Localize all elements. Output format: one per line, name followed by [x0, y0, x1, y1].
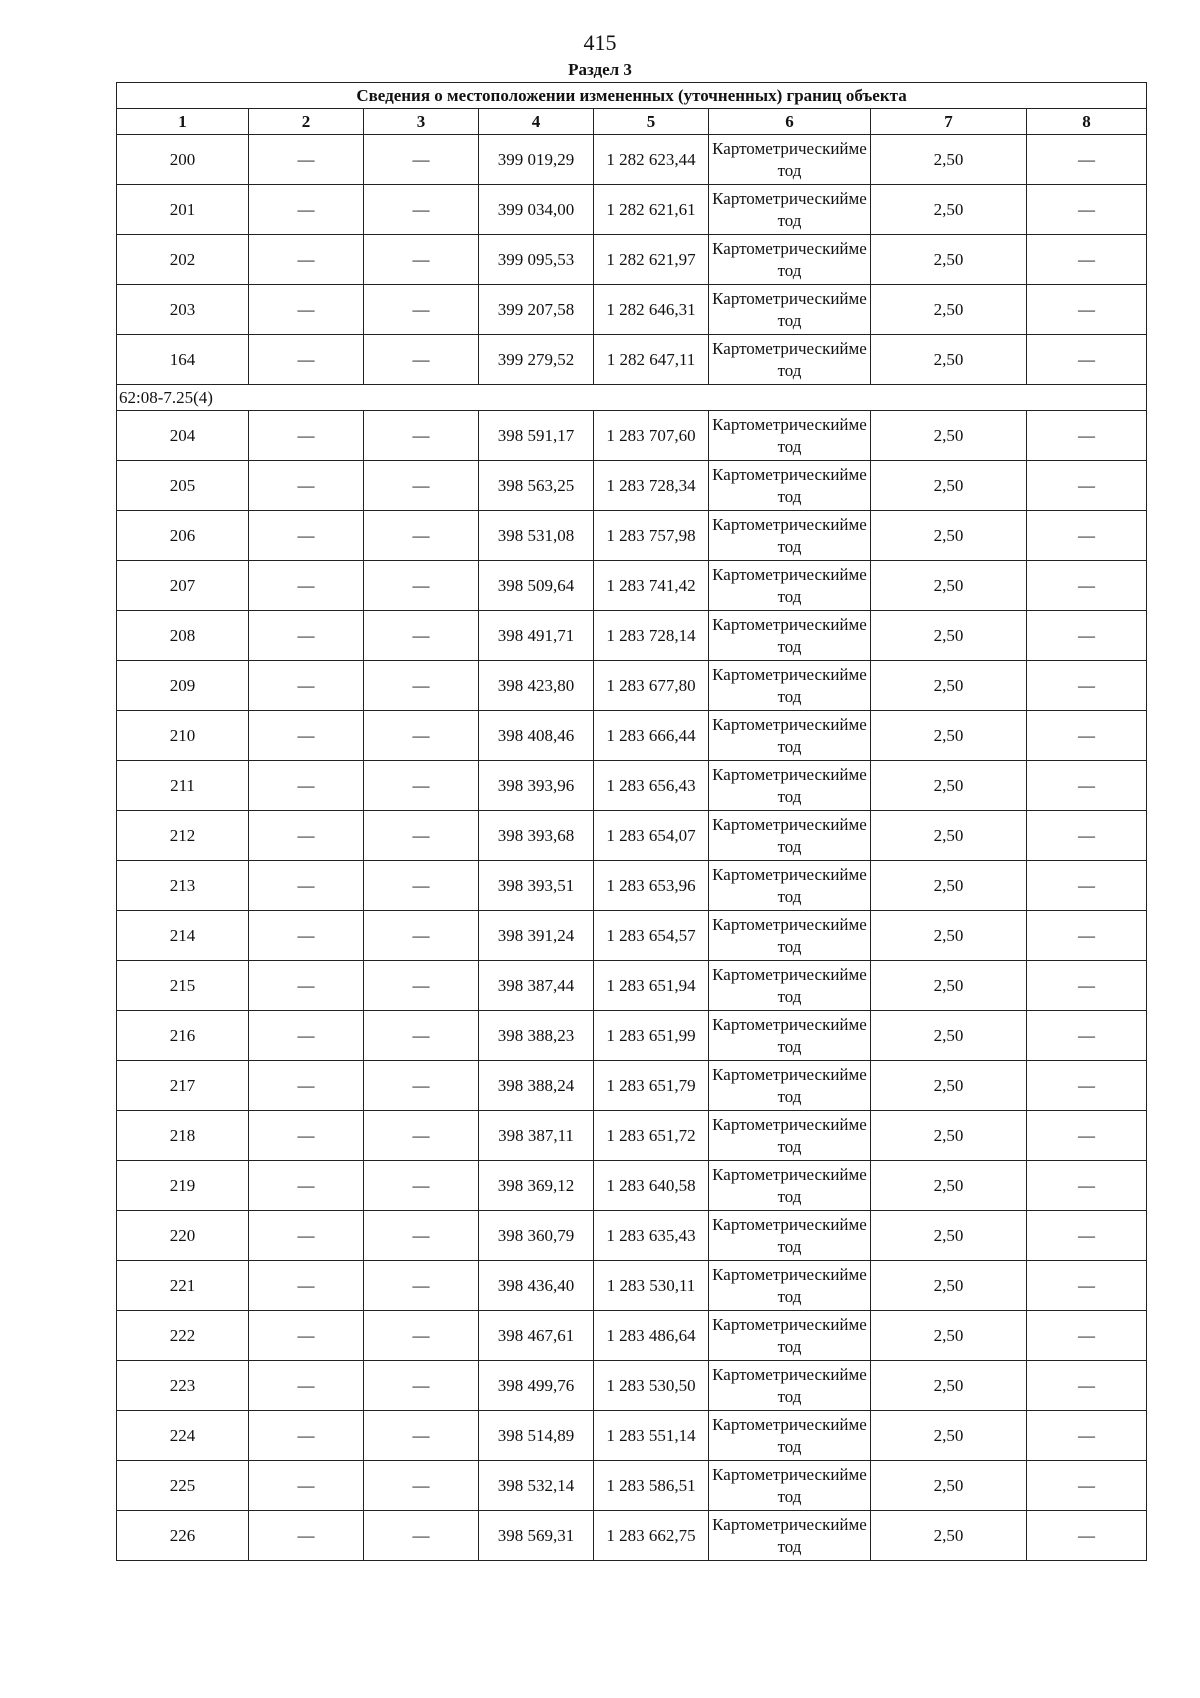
cell-point-number: 210: [117, 711, 249, 761]
cell-point-number: 205: [117, 461, 249, 511]
cell-col-2: —: [249, 1511, 364, 1561]
cell-col-3: —: [364, 1511, 479, 1561]
cell-accuracy: 2,50: [871, 1161, 1027, 1211]
table-row: [117, 761, 1147, 811]
table-body: [117, 135, 1147, 1561]
cell-col-3: —: [364, 711, 479, 761]
cell-col-2: —: [249, 761, 364, 811]
cell-accuracy: 2,50: [871, 961, 1027, 1011]
group-label-row: [117, 385, 1147, 411]
cell-accuracy: 2,50: [871, 1311, 1027, 1361]
cell-col-8: —: [1027, 185, 1147, 235]
cell-accuracy: 2,50: [871, 811, 1027, 861]
cell-coord-y: 1 283 651,99: [594, 1011, 709, 1061]
cell-col-8: —: [1027, 461, 1147, 511]
table-row: [117, 511, 1147, 561]
table-row: [117, 1111, 1147, 1161]
cell-point-number: 201: [117, 185, 249, 235]
table-row: [117, 1211, 1147, 1261]
cell-col-2: —: [249, 461, 364, 511]
page-number: 415: [583, 30, 617, 55]
cell-accuracy: 2,50: [871, 911, 1027, 961]
cell-coord-x: 398 499,76: [479, 1361, 594, 1411]
cell-method: Картометрическийметод: [709, 185, 871, 235]
cell-accuracy: 2,50: [871, 1111, 1027, 1161]
column-header: 4: [479, 109, 594, 135]
cell-accuracy: 2,50: [871, 611, 1027, 661]
cell-method: Картометрическийметод: [709, 335, 871, 385]
cell-coord-x: 398 391,24: [479, 911, 594, 961]
cell-coord-y: 1 283 656,43: [594, 761, 709, 811]
cell-col-2: —: [249, 911, 364, 961]
cell-col-3: —: [364, 185, 479, 235]
table-row: [117, 235, 1147, 285]
cell-point-number: 220: [117, 1211, 249, 1261]
cell-point-number: 215: [117, 961, 249, 1011]
cell-coord-y: 1 283 651,72: [594, 1111, 709, 1161]
cell-accuracy: 2,50: [871, 1411, 1027, 1461]
cell-coord-y: 1 283 662,75: [594, 1511, 709, 1561]
cell-method: Картометрическийметод: [709, 1011, 871, 1061]
cell-coord-x: 399 095,53: [479, 235, 594, 285]
column-header: 7: [871, 109, 1027, 135]
table-row: [117, 661, 1147, 711]
cell-col-8: —: [1027, 511, 1147, 561]
cell-col-3: —: [364, 1161, 479, 1211]
cell-coord-x: 398 569,31: [479, 1511, 594, 1561]
cell-col-8: —: [1027, 761, 1147, 811]
cell-accuracy: 2,50: [871, 1261, 1027, 1311]
cell-col-3: —: [364, 1361, 479, 1411]
cell-coord-x: 398 393,96: [479, 761, 594, 811]
cell-coord-y: 1 283 707,60: [594, 411, 709, 461]
cell-coord-y: 1 282 647,11: [594, 335, 709, 385]
cell-col-8: —: [1027, 1061, 1147, 1111]
cell-method: Картометрическийметод: [709, 1061, 871, 1111]
cell-col-8: —: [1027, 1511, 1147, 1561]
cell-col-3: —: [364, 235, 479, 285]
cell-col-2: —: [249, 1111, 364, 1161]
cell-col-2: —: [249, 861, 364, 911]
coordinates-table: [116, 82, 1147, 1561]
cell-col-8: —: [1027, 1211, 1147, 1261]
table-row: [117, 811, 1147, 861]
cell-method: Картометрическийметод: [709, 861, 871, 911]
cell-col-2: —: [249, 1061, 364, 1111]
cell-col-2: —: [249, 511, 364, 561]
cell-coord-y: 1 283 486,64: [594, 1311, 709, 1361]
table-row: [117, 1361, 1147, 1411]
cell-col-3: —: [364, 135, 479, 185]
cell-col-2: —: [249, 411, 364, 461]
cell-col-8: —: [1027, 1361, 1147, 1411]
column-header: 6: [709, 109, 871, 135]
cell-col-8: —: [1027, 1261, 1147, 1311]
table-row: [117, 285, 1147, 335]
column-header: 3: [364, 109, 479, 135]
cell-col-2: —: [249, 711, 364, 761]
cell-method: Картометрическийметод: [709, 461, 871, 511]
cell-method: Картометрическийметод: [709, 235, 871, 285]
cell-col-2: —: [249, 1211, 364, 1261]
cell-coord-x: 398 532,14: [479, 1461, 594, 1511]
table-row: [117, 561, 1147, 611]
cell-coord-y: 1 283 551,14: [594, 1411, 709, 1461]
cell-point-number: 226: [117, 1511, 249, 1561]
cell-point-number: 217: [117, 1061, 249, 1111]
cell-coord-x: 398 393,68: [479, 811, 594, 861]
cell-coord-y: 1 282 646,31: [594, 285, 709, 335]
cell-coord-y: 1 283 654,07: [594, 811, 709, 861]
table-row: [117, 185, 1147, 235]
cell-col-3: —: [364, 1111, 479, 1161]
cell-col-8: —: [1027, 961, 1147, 1011]
cell-col-3: —: [364, 761, 479, 811]
cell-coord-y: 1 283 635,43: [594, 1211, 709, 1261]
cell-col-3: —: [364, 461, 479, 511]
cell-point-number: 218: [117, 1111, 249, 1161]
cell-col-8: —: [1027, 135, 1147, 185]
cell-point-number: 223: [117, 1361, 249, 1411]
cell-col-8: —: [1027, 711, 1147, 761]
cell-coord-y: 1 283 640,58: [594, 1161, 709, 1211]
cell-col-2: —: [249, 961, 364, 1011]
cell-coord-y: 1 283 757,98: [594, 511, 709, 561]
cell-coord-x: 398 369,12: [479, 1161, 594, 1211]
cell-method: Картометрическийметод: [709, 135, 871, 185]
cell-point-number: 164: [117, 335, 249, 385]
cell-col-2: —: [249, 1261, 364, 1311]
cell-accuracy: 2,50: [871, 1461, 1027, 1511]
cell-col-3: —: [364, 861, 479, 911]
cell-col-3: —: [364, 1411, 479, 1461]
cell-col-3: —: [364, 1061, 479, 1111]
cell-method: Картометрическийметод: [709, 411, 871, 461]
cell-accuracy: 2,50: [871, 511, 1027, 561]
table-row: [117, 1061, 1147, 1111]
cell-coord-x: 398 393,51: [479, 861, 594, 911]
cell-col-3: —: [364, 1011, 479, 1061]
column-header-row: [117, 109, 1147, 135]
cell-accuracy: 2,50: [871, 285, 1027, 335]
cell-point-number: 221: [117, 1261, 249, 1311]
cell-coord-x: 398 387,44: [479, 961, 594, 1011]
table-row: [117, 1411, 1147, 1461]
cell-col-3: —: [364, 1211, 479, 1261]
cell-accuracy: 2,50: [871, 235, 1027, 285]
cell-col-3: —: [364, 961, 479, 1011]
cell-point-number: 206: [117, 511, 249, 561]
cell-col-3: —: [364, 1311, 479, 1361]
cell-method: Картометрическийметод: [709, 1261, 871, 1311]
cell-col-2: —: [249, 1161, 364, 1211]
cell-coord-x: 398 509,64: [479, 561, 594, 611]
cell-point-number: 202: [117, 235, 249, 285]
table-row: [117, 1011, 1147, 1061]
cell-point-number: 213: [117, 861, 249, 911]
cell-coord-y: 1 283 651,94: [594, 961, 709, 1011]
cell-col-2: —: [249, 1461, 364, 1511]
cell-coord-x: 398 360,79: [479, 1211, 594, 1261]
cell-col-2: —: [249, 135, 364, 185]
cell-accuracy: 2,50: [871, 561, 1027, 611]
cell-coord-x: 398 388,23: [479, 1011, 594, 1061]
table-caption: Сведения о местоположении измененных (уточненных) границ объекта: [117, 83, 1147, 109]
cell-coord-x: 398 467,61: [479, 1311, 594, 1361]
cell-method: Картометрическийметод: [709, 1211, 871, 1261]
cell-accuracy: 2,50: [871, 1361, 1027, 1411]
cell-accuracy: 2,50: [871, 461, 1027, 511]
column-header: 5: [594, 109, 709, 135]
cell-accuracy: 2,50: [871, 1511, 1027, 1561]
cell-accuracy: 2,50: [871, 135, 1027, 185]
cell-method: Картометрическийметод: [709, 711, 871, 761]
cell-col-2: —: [249, 611, 364, 661]
cell-col-8: —: [1027, 1411, 1147, 1461]
cell-coord-y: 1 283 653,96: [594, 861, 709, 911]
cell-col-8: —: [1027, 411, 1147, 461]
table-row: [117, 335, 1147, 385]
cell-point-number: 219: [117, 1161, 249, 1211]
group-label: 62:08-7.25(4): [117, 385, 1147, 411]
table-row: [117, 861, 1147, 911]
cell-col-8: —: [1027, 335, 1147, 385]
cell-col-3: —: [364, 1461, 479, 1511]
cell-col-8: —: [1027, 611, 1147, 661]
table-row: [117, 1311, 1147, 1361]
cell-point-number: 204: [117, 411, 249, 461]
column-header: 2: [249, 109, 364, 135]
table-row: [117, 1461, 1147, 1511]
cell-col-8: —: [1027, 661, 1147, 711]
cell-point-number: 224: [117, 1411, 249, 1461]
cell-coord-x: 398 491,71: [479, 611, 594, 661]
cell-col-8: —: [1027, 1311, 1147, 1361]
cell-col-8: —: [1027, 911, 1147, 961]
cell-method: Картометрическийметод: [709, 1161, 871, 1211]
cell-col-2: —: [249, 235, 364, 285]
cell-point-number: 214: [117, 911, 249, 961]
cell-coord-x: 399 034,00: [479, 185, 594, 235]
cell-col-2: —: [249, 185, 364, 235]
cell-accuracy: 2,50: [871, 661, 1027, 711]
cell-coord-y: 1 283 728,34: [594, 461, 709, 511]
cell-col-8: —: [1027, 1111, 1147, 1161]
cell-col-3: —: [364, 511, 479, 561]
cell-coord-x: 398 388,24: [479, 1061, 594, 1111]
table-row: [117, 135, 1147, 185]
cell-point-number: 211: [117, 761, 249, 811]
cell-col-8: —: [1027, 1161, 1147, 1211]
cell-accuracy: 2,50: [871, 185, 1027, 235]
cell-coord-x: 398 387,11: [479, 1111, 594, 1161]
cell-coord-y: 1 282 621,97: [594, 235, 709, 285]
cell-coord-x: 399 279,52: [479, 335, 594, 385]
cell-coord-x: 398 514,89: [479, 1411, 594, 1461]
cell-coord-y: 1 283 741,42: [594, 561, 709, 611]
cell-method: Картометрическийметод: [709, 761, 871, 811]
cell-coord-x: 398 423,80: [479, 661, 594, 711]
cell-accuracy: 2,50: [871, 861, 1027, 911]
cell-accuracy: 2,50: [871, 335, 1027, 385]
cell-coord-x: 398 531,08: [479, 511, 594, 561]
cell-col-2: —: [249, 811, 364, 861]
table-row: [117, 611, 1147, 661]
cell-coord-y: 1 283 530,50: [594, 1361, 709, 1411]
cell-accuracy: 2,50: [871, 711, 1027, 761]
cell-point-number: 200: [117, 135, 249, 185]
cell-method: Картометрическийметод: [709, 1461, 871, 1511]
cell-point-number: 222: [117, 1311, 249, 1361]
cell-col-2: —: [249, 335, 364, 385]
cell-method: Картометрическийметод: [709, 811, 871, 861]
cell-coord-x: 398 563,25: [479, 461, 594, 511]
cell-col-2: —: [249, 561, 364, 611]
cell-col-8: —: [1027, 235, 1147, 285]
cell-coord-y: 1 283 651,79: [594, 1061, 709, 1111]
cell-coord-x: 399 019,29: [479, 135, 594, 185]
cell-col-3: —: [364, 911, 479, 961]
cell-method: Картометрическийметод: [709, 1411, 871, 1461]
cell-point-number: 225: [117, 1461, 249, 1511]
cell-coord-y: 1 282 621,61: [594, 185, 709, 235]
table-row: [117, 1511, 1147, 1561]
cell-accuracy: 2,50: [871, 1211, 1027, 1261]
cell-col-8: —: [1027, 285, 1147, 335]
table-row: [117, 461, 1147, 511]
cell-coord-y: 1 283 586,51: [594, 1461, 709, 1511]
cell-method: Картометрическийметод: [709, 611, 871, 661]
cell-method: Картометрическийметод: [709, 911, 871, 961]
cell-method: Картометрическийметод: [709, 1361, 871, 1411]
cell-col-2: —: [249, 661, 364, 711]
cell-col-3: —: [364, 411, 479, 461]
cell-point-number: 207: [117, 561, 249, 611]
cell-accuracy: 2,50: [871, 1011, 1027, 1061]
cell-coord-y: 1 283 677,80: [594, 661, 709, 711]
cell-method: Картометрическийметод: [709, 511, 871, 561]
cell-accuracy: 2,50: [871, 411, 1027, 461]
cell-coord-y: 1 283 654,57: [594, 911, 709, 961]
cell-coord-y: 1 283 666,44: [594, 711, 709, 761]
cell-method: Картометрическийметод: [709, 1311, 871, 1361]
table-row: [117, 411, 1147, 461]
cell-coord-y: 1 283 728,14: [594, 611, 709, 661]
cell-method: Картометрическийметод: [709, 661, 871, 711]
cell-point-number: 209: [117, 661, 249, 711]
table-row: [117, 711, 1147, 761]
cell-coord-y: 1 282 623,44: [594, 135, 709, 185]
cell-col-8: —: [1027, 861, 1147, 911]
column-header: 8: [1027, 109, 1147, 135]
cell-col-3: —: [364, 335, 479, 385]
cell-col-2: —: [249, 285, 364, 335]
cell-method: Картометрическийметод: [709, 285, 871, 335]
cell-accuracy: 2,50: [871, 1061, 1027, 1111]
cell-col-2: —: [249, 1361, 364, 1411]
cell-accuracy: 2,50: [871, 761, 1027, 811]
cell-col-8: —: [1027, 1461, 1147, 1511]
cell-col-8: —: [1027, 561, 1147, 611]
cell-point-number: 203: [117, 285, 249, 335]
cell-col-3: —: [364, 1261, 479, 1311]
cell-col-3: —: [364, 661, 479, 711]
cell-method: Картометрическийметод: [709, 961, 871, 1011]
cell-col-2: —: [249, 1011, 364, 1061]
table-row: [117, 961, 1147, 1011]
cell-col-2: —: [249, 1411, 364, 1461]
cell-point-number: 208: [117, 611, 249, 661]
cell-col-3: —: [364, 811, 479, 861]
cell-coord-x: 398 591,17: [479, 411, 594, 461]
table-row: [117, 1161, 1147, 1211]
cell-col-3: —: [364, 285, 479, 335]
cell-point-number: 216: [117, 1011, 249, 1061]
cell-coord-x: 398 408,46: [479, 711, 594, 761]
column-header: 1: [117, 109, 249, 135]
cell-method: Картометрическийметод: [709, 1511, 871, 1561]
section-title: Раздел 3: [568, 60, 632, 79]
cell-col-2: —: [249, 1311, 364, 1361]
cell-coord-x: 398 436,40: [479, 1261, 594, 1311]
cell-col-8: —: [1027, 1011, 1147, 1061]
table-row: [117, 1261, 1147, 1311]
cell-method: Картометрическийметод: [709, 561, 871, 611]
cell-method: Картометрическийметод: [709, 1111, 871, 1161]
table-row: [117, 911, 1147, 961]
cell-coord-x: 399 207,58: [479, 285, 594, 335]
cell-col-3: —: [364, 561, 479, 611]
cell-col-3: —: [364, 611, 479, 661]
cell-point-number: 212: [117, 811, 249, 861]
cell-coord-y: 1 283 530,11: [594, 1261, 709, 1311]
cell-col-8: —: [1027, 811, 1147, 861]
